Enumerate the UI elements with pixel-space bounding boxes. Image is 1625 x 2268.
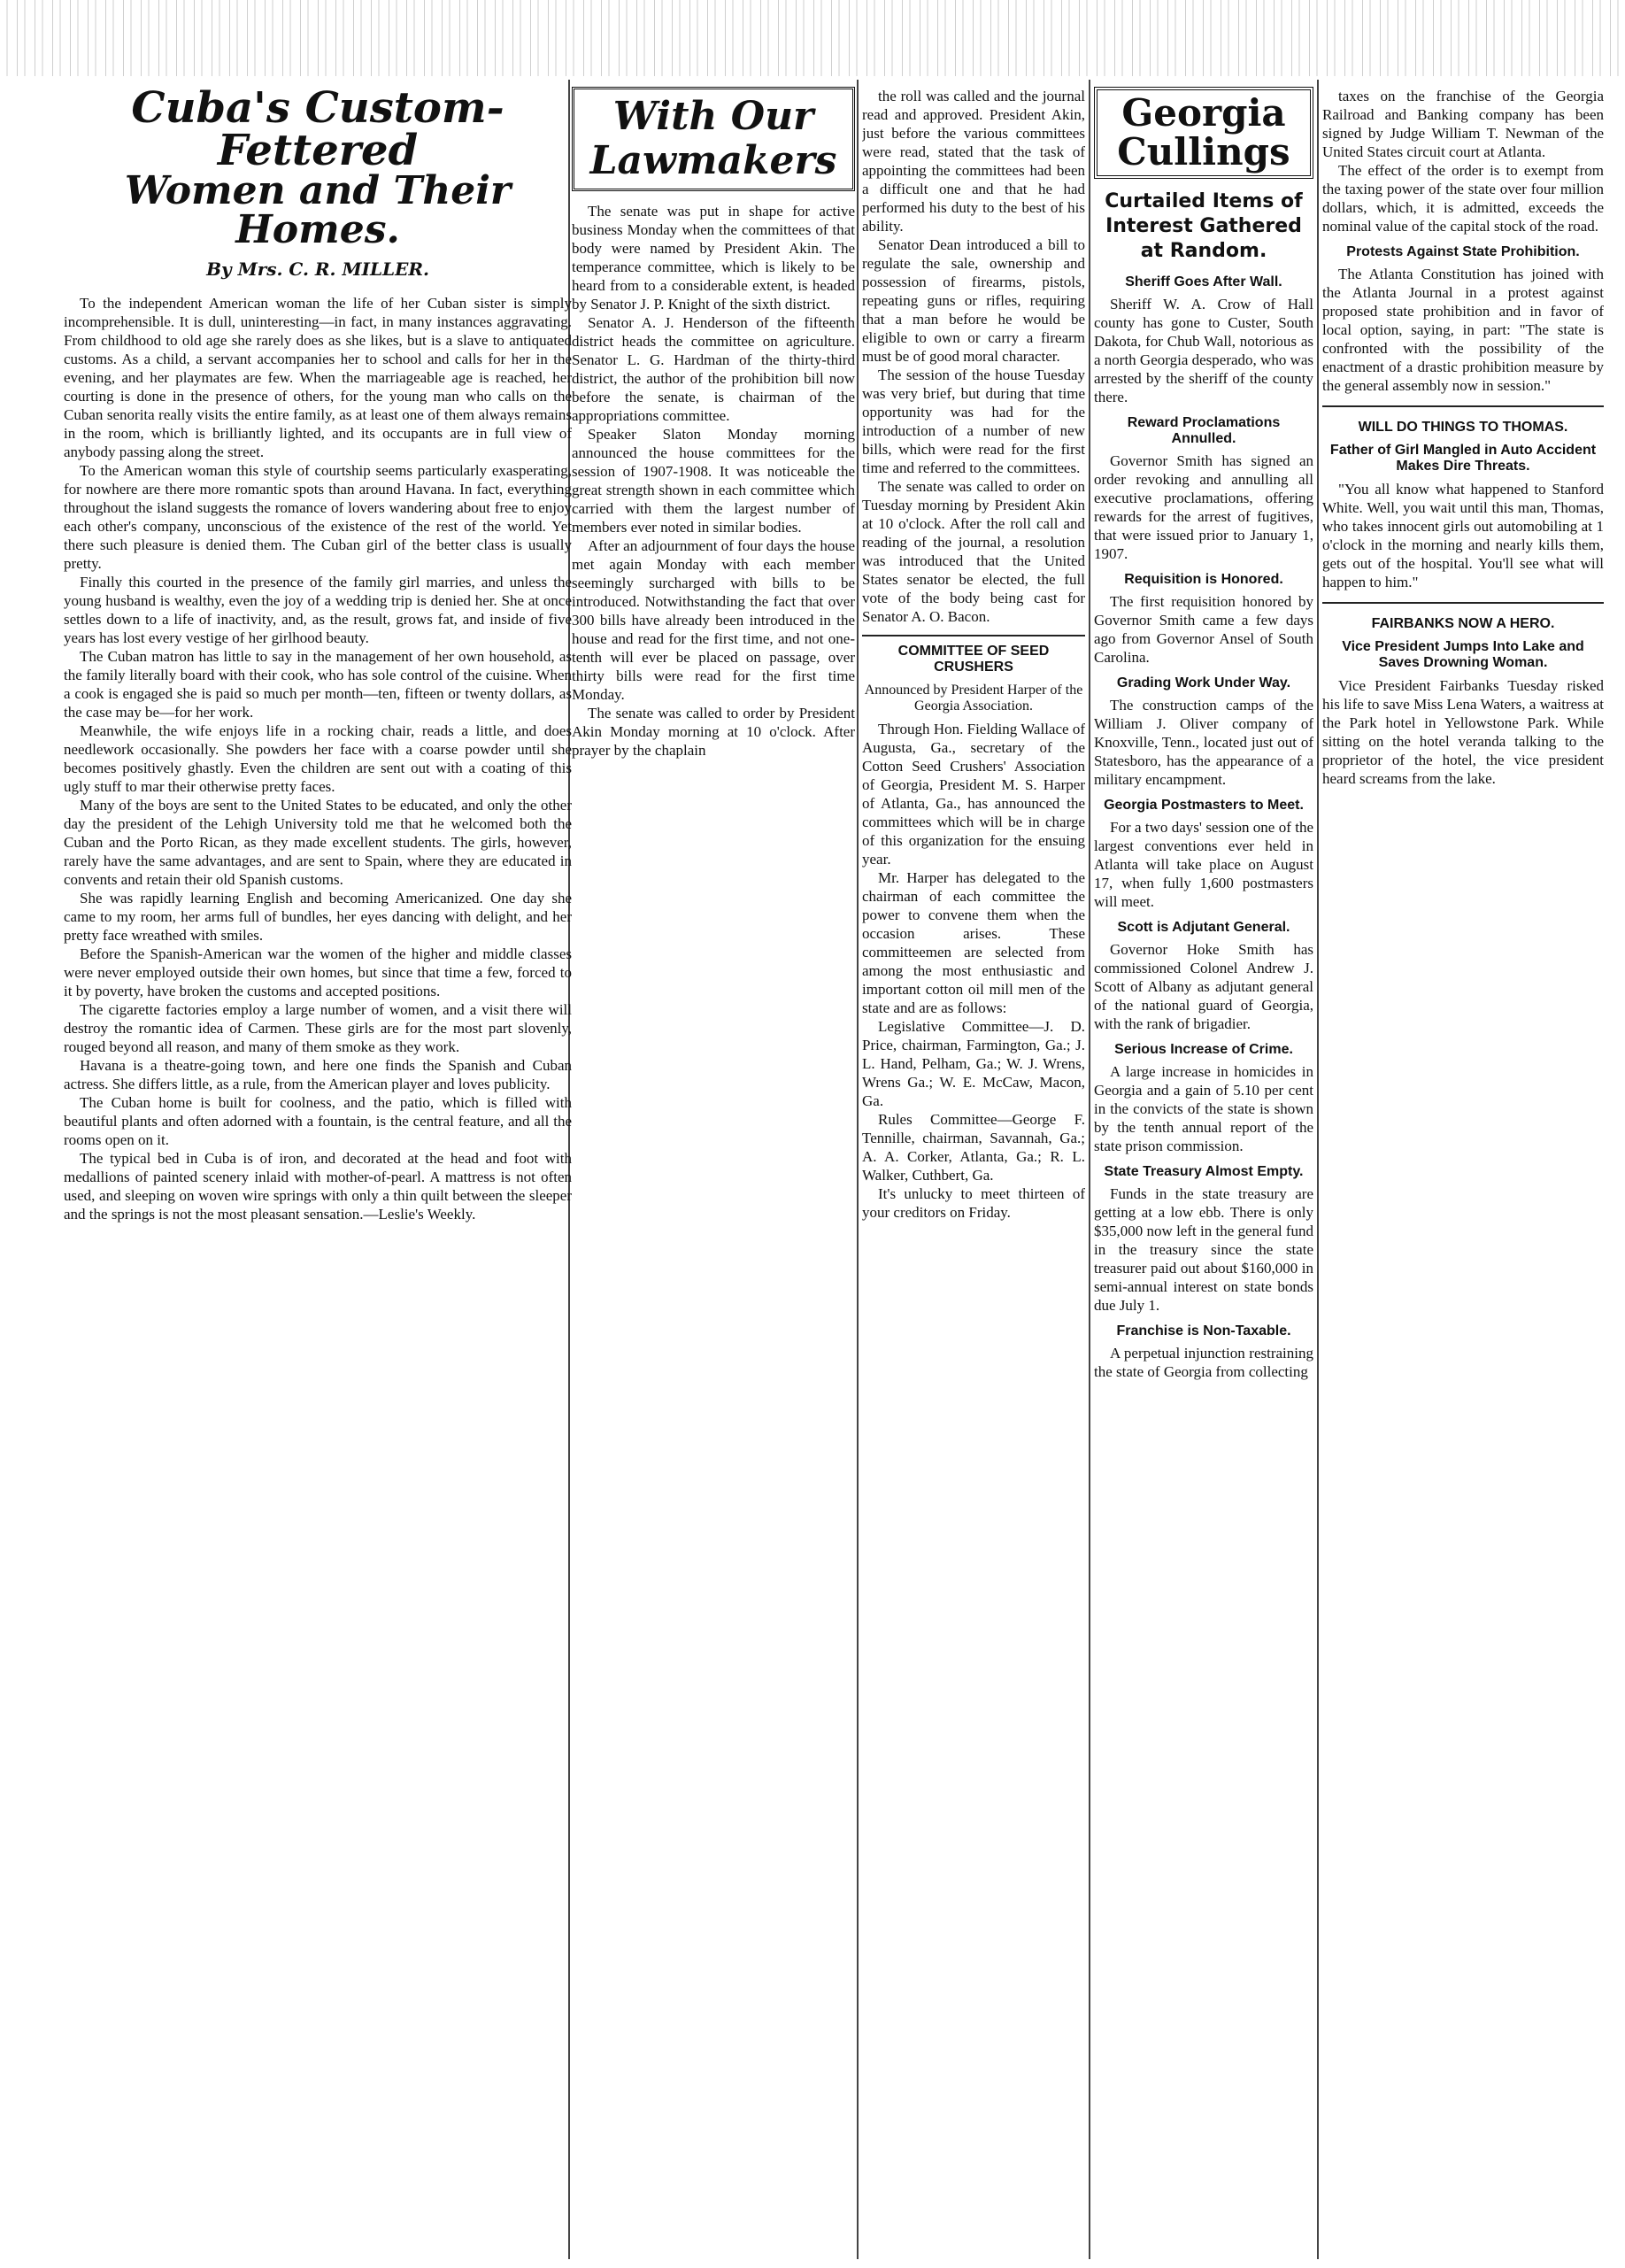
paragraph: "You all know what happened to Stanford White. Well, you wait until this man, Thomas, who takes innocent girls out automobiling at 1 o'clock in the morning and nearly kills them, gets out of the hospital. You'll see what will happen to him."	[1322, 481, 1604, 590]
paragraph: She was rapidly learning English and becoming Americanized. One day she came to my room, her arms full of bundles, her eyes dancing with delight, and her pretty face wreathed with smiles.	[64, 890, 572, 944]
cullings-item	[1094, 798, 1313, 911]
paragraph: The first requisition honored by Governor Smith came a few days ago from Governor Ansel of South Carolina.	[1094, 593, 1313, 667]
paragraph: Rules Committee—George F. Tennille, chairman, Savannah, Ga.; A. A. Corker, Atlanta, Ga.; R. L. Walker, Cuthbert, Ga.	[862, 1111, 1085, 1184]
lawmakers-headline-box	[572, 87, 855, 191]
item-headline: FAIRBANKS NOW A HERO.	[1371, 616, 1555, 631]
paragraph: The construction camps of the William J. Oliver company of Knoxville, Tenn., located just out of Statesboro, has the appearance of a military encampment.	[1094, 697, 1313, 789]
torn-top-edge	[0, 0, 1625, 76]
paragraph: The cigarette factories employ a large number of women, and a visit there will destroy the romantic idea of Carmen. These girls are for the most part slovenly, rouged beyond all reason, and many of them smoke as they work.	[64, 1001, 572, 1055]
cullings-item	[1094, 274, 1313, 406]
cullings-item	[1094, 920, 1313, 1033]
paragraph: Vice President Fairbanks Tuesday risked his life to save Miss Lena Waters, a waitress at the Park hotel in Yellowstone Park. While sitting on the hotel veranda talking to the proprietor of the hotel, the vice president heard screams from the lake.	[1322, 677, 1604, 787]
paragraph: Through Hon. Fielding Wallace of Augusta, Ga., secretary of the Cotton Seed Crushers' Association of Georgia, President M. S. Harper of Atlanta, Ga., has announced the committees which will be in charge of this organization for the ensuing year.	[862, 721, 1085, 868]
paragraph: Funds in the state treasury are getting at a low ebb. There is only $35,000 now left in the general fund in the treasury since the state treasurer paid out about $160,000 in semi-annual interest on state bonds due July 1.	[1094, 1185, 1313, 1315]
paragraph: The session of the house Tuesday was very brief, but during that time opportunity was had for the introduction of a number of new bills, which were read for the first time and referred to the committees.	[862, 366, 1085, 476]
item-subhead: Father of Girl Mangled in Auto Accident Makes Dire Threats.	[1329, 443, 1597, 474]
paragraph: Governor Smith has signed an order revoking and annulling all executive proclamations, offering rewards for the arrest of fugitives, that were issued prior to January 1, 1907.	[1094, 452, 1313, 563]
column-rule	[1317, 80, 1319, 2259]
paragraph: A large increase in homicides in Georgia and a gain of 5.10 per cent in the convicts of the state is shown by the tenth annual report of the state prison commission.	[1094, 1063, 1313, 1155]
news-item	[1322, 602, 1604, 788]
paragraph: A perpetual injunction restraining the state of Georgia from collecting	[1094, 1345, 1313, 1381]
cuba-article-body	[64, 294, 572, 1223]
paragraph: Havana is a theatre-going town, and here one finds the Spanish and Cuban actress. She differs little, as a rule, from the American player and loves publicity.	[64, 1057, 572, 1092]
cuba-byline: By Mrs. C. R. MILLER.	[206, 258, 429, 280]
cuba-headline: Cuba's Custom-Fettered	[131, 87, 504, 175]
paragraph: Governor Hoke Smith has commissioned Colonel Andrew J. Scott of Albany as adjutant general of the national guard of Georgia, with the rank of brigadier.	[1094, 941, 1313, 1033]
paragraph: the roll was called and the journal read and approved. President Akin, just before the various committees were read, stated that the task of appointing the committees had been a difficult one and that he had performed his duty to the best of his ability.	[862, 88, 1085, 235]
column-right	[1322, 87, 1604, 788]
cullings-item	[1094, 572, 1313, 667]
cullings-item	[1094, 675, 1313, 789]
georgia-cullings-headline: Georgia Cullings	[1094, 87, 1313, 179]
item-headline: Georgia Postmasters to Meet.	[1104, 798, 1304, 814]
cullings-item	[1094, 1042, 1313, 1155]
cullings-item	[1094, 1323, 1313, 1381]
paragraph: The Cuban home is built for coolness, and the patio, which is filled with beautiful plants and often adorned with a fountain, is the central feature, and all the rooms open on it.	[64, 1094, 572, 1148]
paragraph: taxes on the franchise of the Georgia Railroad and Banking company has been signed by Judge William T. Newman of the United States circuit court at Atlanta.	[1322, 88, 1604, 160]
paragraph: It's unlucky to meet thirteen of your creditors on Friday.	[862, 1185, 1085, 1221]
item-headline: Serious Increase of Crime.	[1114, 1042, 1293, 1058]
column-rule	[857, 80, 859, 2259]
paragraph: Finally this courted in the presence of the family girl marries, and unless the young husband is wealthy, even the joy of a wedding trip is denied her. She at once settles down to a life of inactivity, and, as the result, grows fat, and inside of five years has lost every vestige of her girlhood beauty.	[64, 574, 572, 646]
paragraph: Legislative Committee—J. D. Price, chairman, Farmington, Ga.; J. L. Hand, Pelham, Ga.; W. J. Wrens, Wrens Ga.; W. E. McCaw, Macon, Ga.	[862, 1018, 1085, 1109]
lawmakers-headline: With Our Lawmakers	[589, 94, 837, 183]
paragraph: The senate was put in shape for active business Monday when the committees of that body were named by President Akin. The temperance committee, which is likely to be heard from to a considerable extent, is headed by Senator J. P. Knight of the sixth district.	[572, 203, 855, 312]
news-item	[1322, 405, 1604, 591]
item-subhead: Vice President Jumps Into Lake and Saves Drowning Woman.	[1342, 639, 1584, 670]
item-headline: Protests Against State Prohibition.	[1346, 244, 1580, 259]
paragraph: Senator Dean introduced a bill to regulate the sale, ownership and possession of firearms, pistols, repeating guns or rifles, requiring that a man before he would be eligible to own or carry a firearm must be of good moral character.	[862, 236, 1085, 365]
item-headline: Requisition is Honored.	[1124, 572, 1283, 588]
paragraph: Mr. Harper has delegated to the chairman of each committee the power to convene them when the occasion arises. These committeemen are selected from among the most enthusiastic and important cotton oil mill men of the state and are as follows:	[862, 869, 1085, 1016]
paragraph: Senator A. J. Henderson of the fifteenth district heads the committee on agriculture. Senator L. G. Hardman of the thirty-third district, the author of the prohibition bill now before the senate, is chairman of the appropriations committee.	[572, 314, 855, 424]
seed-crushers-body	[862, 720, 1085, 1222]
paragraph: Meanwhile, the wife enjoys life in a rocking chair, reads a little, and does needlework occasionally. She powders her face with a coarse powder until she becomes positively ghastly. Even the children are sent out with a coating of this ugly stuff to mar their otherwise pretty faces.	[64, 722, 572, 795]
paragraph: To the American woman this style of courtship seems particularly exasperating, for nowhere are there more romantic spots than around Havana. In fact, everything throughout the island suggests the romance of lovers wandering about free to enjoy each other's company, unconscious of the existence of the rest of the world. Yet there such pleasure is denied them. The Cuban girl of the better class is usually pretty.	[64, 462, 572, 572]
column-cuba	[64, 87, 572, 2256]
paragraph: For a two days' session one of the largest conventions ever held in Atlanta will take place on August 17, when fully 1,600 postmasters will meet.	[1094, 819, 1313, 911]
column-senate-continued	[862, 87, 1085, 1222]
paragraph: The effect of the order is to exempt from the taxing power of the state over four million dollars, which, it is admitted, exceeds the nominal value of the capital stock of the road.	[1322, 162, 1604, 235]
paragraph: Sheriff W. A. Crow of Hall county has gone to Custer, South Dakota, for Chub Wall, notorious as a north Georgia desperado, who was arrested by the sheriff of the county there.	[1094, 296, 1313, 406]
cuba-headline-line2: Women and Their Homes.	[124, 168, 512, 252]
item-headline: Grading Work Under Way.	[1116, 675, 1291, 691]
item-headline: Franchise is Non-Taxable.	[1116, 1323, 1291, 1339]
paragraph: After an adjournment of four days the house met again Monday with each member seemingly surcharged with bills to be introduced. Notwithstanding the fact that over 300 bills have already been introduced in the house and read for the first time, and not one-tenth will ever be placed on passage, over thirty bills were read for the first time Monday.	[572, 537, 855, 703]
cullings-item	[1094, 1164, 1313, 1315]
franchise-continued	[1322, 87, 1604, 235]
paragraph: The senate was called to order by President Akin Monday morning at 10 o'clock. After prayer by the chaplain	[572, 705, 855, 759]
paragraph: Before the Spanish-American war the women of the higher and middle classes were never employed outside their own homes, but since that time a few, forced to it by poverty, have broken the customs and accepted positions.	[64, 945, 572, 999]
seed-crushers-subhead: Announced by President Harper of the Georgia Association.	[864, 683, 1083, 714]
senate-body	[862, 87, 1085, 626]
lawmakers-body	[572, 202, 855, 760]
paragraph: The Cuban matron has little to say in the management of her own household, as the family literally board with their cook, who has sole control of the cuisine. When a cook is engaged she is paid so much per month—ten, fifteen or twenty dollars, as the case may be—for her work.	[64, 648, 572, 721]
item-headline: Sheriff Goes After Wall.	[1125, 274, 1282, 290]
paragraph: To the independent American woman the life of her Cuban sister is simply incomprehensible. It is dull, uninteresting—in fact, in many instances aggravating. From childhood to old age she rarely does as she likes, but is a slave to antiquated customs. As a child, a servant accompanies her to school and calls for her in the evening, and her playmates are few. When the marriageable age is reached, her courting is done in the presence of others, for the young man who calls on the Cuban senorita really visits the entire family, as at least one of them always remains in the room, which is brilliantly lighted, and its occupants are in full view of anybody passing along the street.	[64, 295, 572, 460]
cullings-item	[1094, 415, 1313, 563]
paragraph: The typical bed in Cuba is of iron, and decorated at the head and foot with medallions of painted scenery inlaid with mother-of-pearl. A mattress is not often used, and sleeping on woven wire springs with only a thin quilt between the sleeper and the springs is not the most pleasant sensation.—Leslie's Weekly.	[64, 1150, 572, 1223]
item-headline: State Treasury Almost Empty.	[1104, 1164, 1304, 1180]
paragraph: Speaker Slaton Monday morning announced the house committees for the session of 1907-1908. It was noticeable the great strength shown in each committee which carried with them the largest number of members ever noted in similar bodies.	[572, 426, 855, 536]
column-lawmakers	[572, 87, 855, 760]
item-headline: WILL DO THINGS TO THOMAS.	[1358, 420, 1568, 435]
seed-crushers-headline: COMMITTEE OF SEED CRUSHERS	[862, 635, 1085, 675]
georgia-cullings-subhead: Curtailed Items of Interest Gathered at Random.	[1105, 190, 1303, 263]
paragraph: The Atlanta Constitution has joined with the Atlanta Journal in a protest against proposed state prohibition and in favor of local option, saying, in part: "The state is confronted with the possibility of the enactment of a drastic prohibition measure by the general assembly now in session."	[1322, 266, 1604, 394]
news-item	[1322, 244, 1604, 395]
column-georgia-cullings	[1094, 87, 1313, 1381]
item-headline: Reward Proclamations Annulled.	[1127, 415, 1281, 447]
paragraph: The senate was called to order on Tuesday morning by President Akin at 10 o'clock. After the roll call and reading of the journal, a resolution was introduced that the United States senator be elected, the full vote of the body being cast for Senator A. O. Bacon.	[862, 478, 1085, 625]
item-headline: Scott is Adjutant General.	[1117, 920, 1290, 936]
column-rule	[1089, 80, 1090, 2259]
paragraph: Many of the boys are sent to the United States to be educated, and only the other day the president of the Lehigh University told me that he welcomed both the Cuban and the Porto Rican, as they made excellent students. The girls, however, rarely have the same advantages, and are sent to Spain, where they are educated in convents and retain their old Spanish customs.	[64, 797, 572, 888]
